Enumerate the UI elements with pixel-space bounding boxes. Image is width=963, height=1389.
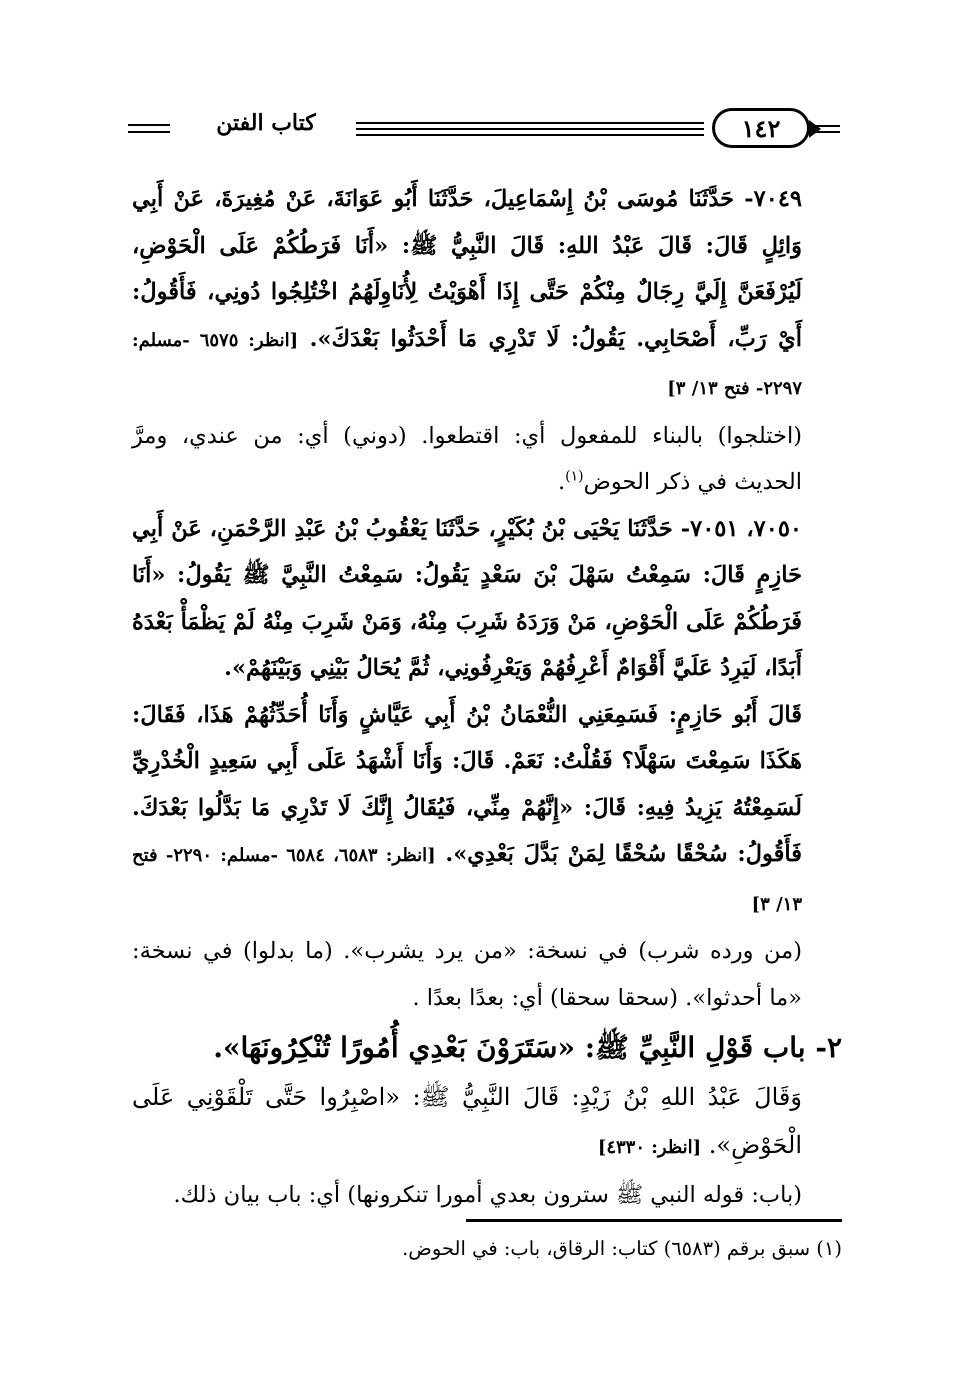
footnote: (١) سبق برقم (٦٥٨٣) كتاب: الرقاق، باب: في الحوض. (402, 1237, 842, 1260)
main-text (132, 176, 842, 1219)
commentary-text: (اختلجوا) بالبناء للمفعول أي: اقتطعوا. (دوني) أي: من عندي، ومرَّ الحديث في ذكر الحوض (132, 422, 802, 495)
hadith-7049 (132, 176, 842, 413)
chapter-hadith (132, 1073, 842, 1172)
hadith-text: ٧٠٤٩- حَدَّثَنَا مُوسَى بْنُ إِسْمَاعِيلَ، حَدَّثَنَا أَبُو عَوَانَةَ، عَنْ مُغِيرَةَ، عَنْ أَبِي وَائِلٍ قَالَ: قَالَ عَبْدُ اللهِ: قَالَ النَّبِيُّ ﷺ: «أَنَا فَرَطُكُمْ عَلَى الْحَوْضِ، لَيُرْفَعَنَّ إِلَيَّ رِجَالٌ مِنْكُمْ حَتَّى إِذَا أَهْوَيْتُ لِأُنَاوِلَهُمُ اخْتُلِجُوا دُونِي، فَأَقُولُ: أَيْ رَبِّ، أَصْحَابِي. يَقُولُ: لَا تَدْرِي مَا أَحْدَثُوا بَعْدَكَ». (132, 186, 803, 352)
chapter-heading: ٢- باب قَوْلِ النَّبِيِّ ﷺ: «سَتَرَوْنَ بَعْدِي أُمُورًا تُنْكِرُونَهَا». (213, 1031, 842, 1064)
commentary-paragraph (132, 413, 842, 506)
header-rule (356, 134, 704, 136)
header-rule (814, 125, 840, 127)
header-rule (356, 128, 704, 130)
header-rule (814, 131, 840, 133)
hadith-reference: [انظر: ٤٣٣٠] (597, 1137, 702, 1158)
header-rule (128, 124, 170, 126)
chapter-commentary: (باب: قوله النبي ﷺ سترون بعدي أمورا تنكرونها) أي: باب بيان ذلك. (173, 1182, 802, 1208)
hadith-text: ٧٠٥٠، ٧٠٥١- حَدَّثَنَا يَحْيَى بْنُ بُكَيْرٍ، حَدَّثَنَا يَعْقُوبُ بْنُ عَبْدِ الرَّحْمَنِ، عَنْ أَبِي حَازِمٍ قَالَ: سَمِعْتُ سَهْلَ بْنَ سَعْدٍ يَقُولُ: سَمِعْتُ النَّبِيَّ ﷺ يَقُولُ: «أَنَا فَرَطُكُمْ عَلَى الْحَوْضِ، مَنْ وَرَدَهُ شَرِبَ مِنْهُ، وَمَنْ شَرِبَ مِنْهُ لَمْ يَظْمَأْ بَعْدَهُ أَبَدًا، لَيَرِدُ عَلَيَّ أَقْوَامٌ أَعْرِفُهُمْ وَيَعْرِفُونِي، ثُمَّ يُحَالُ بَيْنِي وَبَيْنَهُمْ». (132, 515, 802, 681)
page-number: ١٤٢ (741, 113, 781, 143)
page-header (128, 108, 840, 152)
hadith-reference: [انظر: ٦٥٧٥ -مسلم: ٢٢٩٧- فتح ١٣/ ٣] (132, 329, 802, 399)
hadith-text: قَالَ أَبُو حَازِمٍ: فَسَمِعَنِي النُّعْمَانُ بْنُ أَبِي عَيَّاشٍ وَأَنَا أُحَدِّثُهُمْ هَذَا، فَقَالَ: هَكَذَا سَمِعْتَ سَهْلًا؟ فَقُلْتُ: نَعَمْ. قَالَ: وَأَنَا أَشْهَدُ عَلَى أَبِي سَعِيدٍ الْخُدْرِيِّ لَسَمِعْتُهُ يَزِيدُ فِيهِ: قَالَ: «إِنَّهُمْ مِنِّي، فَيُقَالُ إِنَّكَ لَا تَدْرِي مَا بَدَّلُوا بَعْدَكَ. فَأَقُولُ: سُحْقًا سُحْقًا لِمَنْ بَدَّلَ بَعْدِي». (132, 701, 802, 867)
commentary-tail: . (558, 469, 566, 495)
page-number-badge (712, 108, 810, 148)
header-rule (356, 122, 704, 124)
hadith-reference: [انظر: ٦٥٨٣، ٦٥٨٤ -مسلم: ٢٢٩٠- فتح ١٣/ ٣] (132, 845, 802, 915)
footnote-separator (466, 1219, 842, 1222)
header-rule (128, 131, 170, 133)
commentary-text: (من ورده شرب) في نسخة: «من يرد يشرب». (ما بدلوا) في نسخة: «ما أحدثوا». (سحقا سحقا) أي: بعدًا بعدًا . (132, 938, 802, 1011)
hadith-text: وَقَالَ عَبْدُ اللهِ بْنُ زَيْدٍ: قَالَ النَّبِيُّ ﷺ: «اصْبِرُوا حَتَّى تَلْقَوْنِي عَلَى الْحَوْضِ». (132, 1083, 802, 1159)
commentary-paragraph (132, 928, 842, 1021)
hadith-7050-7051 (132, 506, 842, 692)
running-chapter-title: كتاب الفتن (216, 110, 316, 136)
hadith-continuation (132, 692, 842, 929)
footnote-marker: (١) (565, 468, 584, 485)
